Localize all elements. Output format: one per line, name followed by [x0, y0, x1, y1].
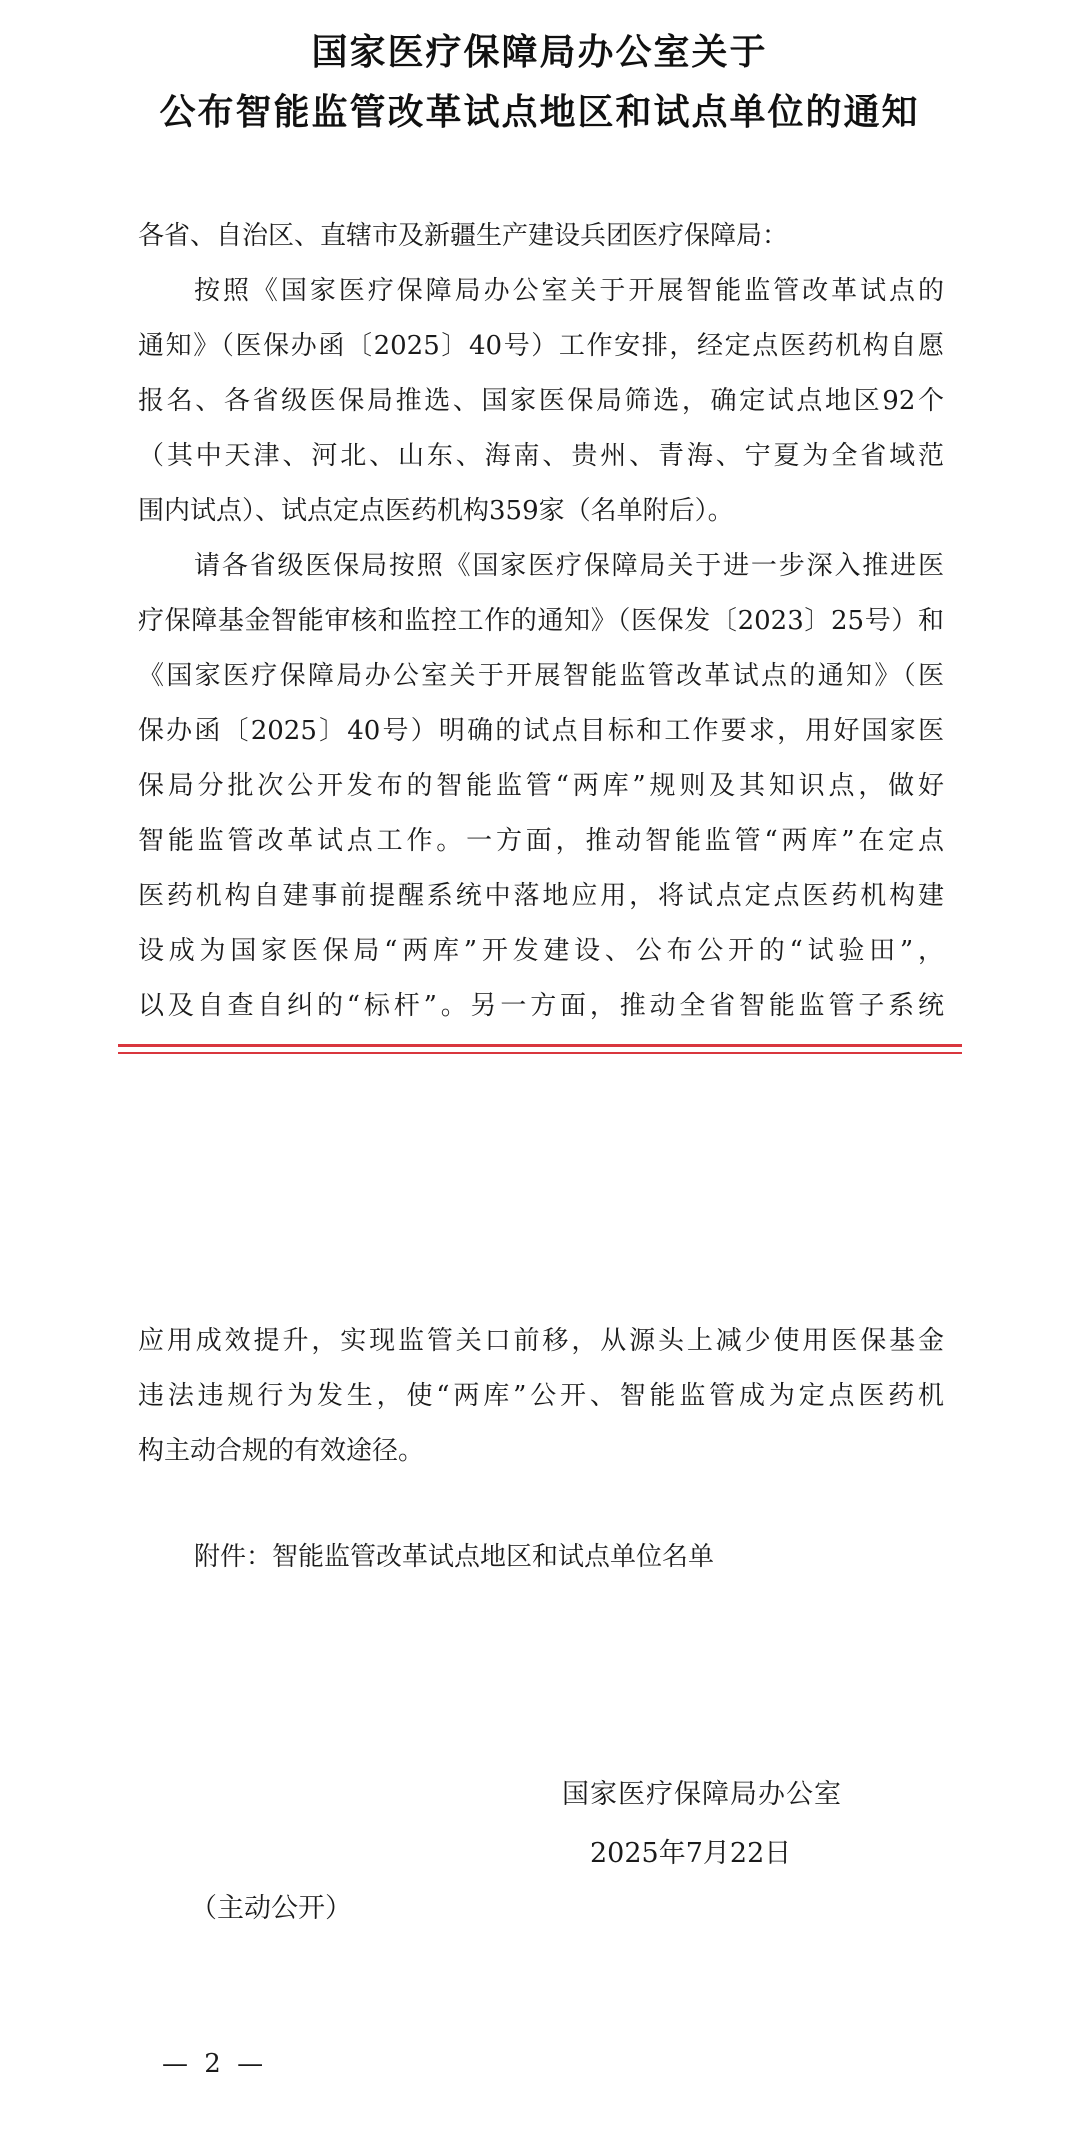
attachment-note: 附件：智能监管改革试点地区和试点单位名单: [194, 1542, 715, 1572]
page-divider-red-line: [118, 1044, 962, 1047]
paragraph-2-continued-line: 应用成效提升，实现监管关口前移，从源头上减少使用医保基金: [138, 1326, 944, 1356]
paragraph-2-continued-line: 构主动合规的有效途径。: [138, 1436, 425, 1466]
paragraph-2-line: 保办函〔2025〕40号）明确的试点目标和工作要求，用好国家医: [138, 716, 944, 746]
paragraph-2-line: 医药机构自建事前提醒系统中落地应用，将试点定点医药机构建: [138, 881, 944, 911]
issue-date: 2025年7月22日: [590, 1838, 792, 1869]
paragraph-2-continued-line: 违法违规行为发生，使“两库”公开、智能监管成为定点医药机: [138, 1381, 944, 1411]
paragraph-2-line: 设成为国家医保局“两库”开发建设、公布公开的“试验田”，: [138, 936, 944, 966]
paragraph-1-line: 报名、各省级医保局推选、国家医保局筛选，确定试点地区92个: [138, 386, 944, 416]
salutation: 各省、自治区、直辖市及新疆生产建设兵团医疗保障局：: [138, 221, 789, 251]
paragraph-1-line: 按照《国家医疗保障局办公室关于开展智能监管改革试点的: [194, 276, 944, 306]
document-title-line-1: 国家医疗保障局办公室关于: [311, 32, 768, 73]
paragraph-2-line: 以及自查自纠的“标杆”。另一方面，推动全省智能监管子系统: [138, 991, 944, 1021]
disclosure-note: （主动公开）: [190, 1893, 352, 1924]
page-number: — 2 —: [162, 2049, 268, 2079]
paragraph-2-line: 《国家医疗保障局办公室关于开展智能监管改革试点的通知》（医: [138, 661, 944, 691]
paragraph-2-line: 请各省级医保局按照《国家医疗保障局关于进一步深入推进医: [194, 551, 944, 581]
paragraph-1-line: （其中天津、河北、山东、海南、贵州、青海、宁夏为全省域范: [138, 441, 944, 471]
paragraph-1-line: 围内试点）、试点定点医药机构359家（名单附后）。: [138, 496, 734, 526]
paragraph-1-line: 通知》（医保办函〔2025〕40号）工作安排，经定点医药机构自愿: [138, 331, 944, 361]
document-title-line-2: 公布智能监管改革试点地区和试点单位的通知: [159, 92, 920, 133]
page-divider-red-line: [118, 1052, 962, 1054]
issuer-signature: 国家医疗保障局办公室: [562, 1779, 842, 1810]
paragraph-2-line: 疗保障基金智能审核和监控工作的通知》（医保发〔2023〕25号）和: [138, 606, 944, 636]
paragraph-2-line: 智能监管改革试点工作。一方面，推动智能监管“两库”在定点: [138, 826, 944, 856]
paragraph-2-line: 保局分批次公开发布的智能监管“两库”规则及其知识点，做好: [138, 771, 944, 801]
